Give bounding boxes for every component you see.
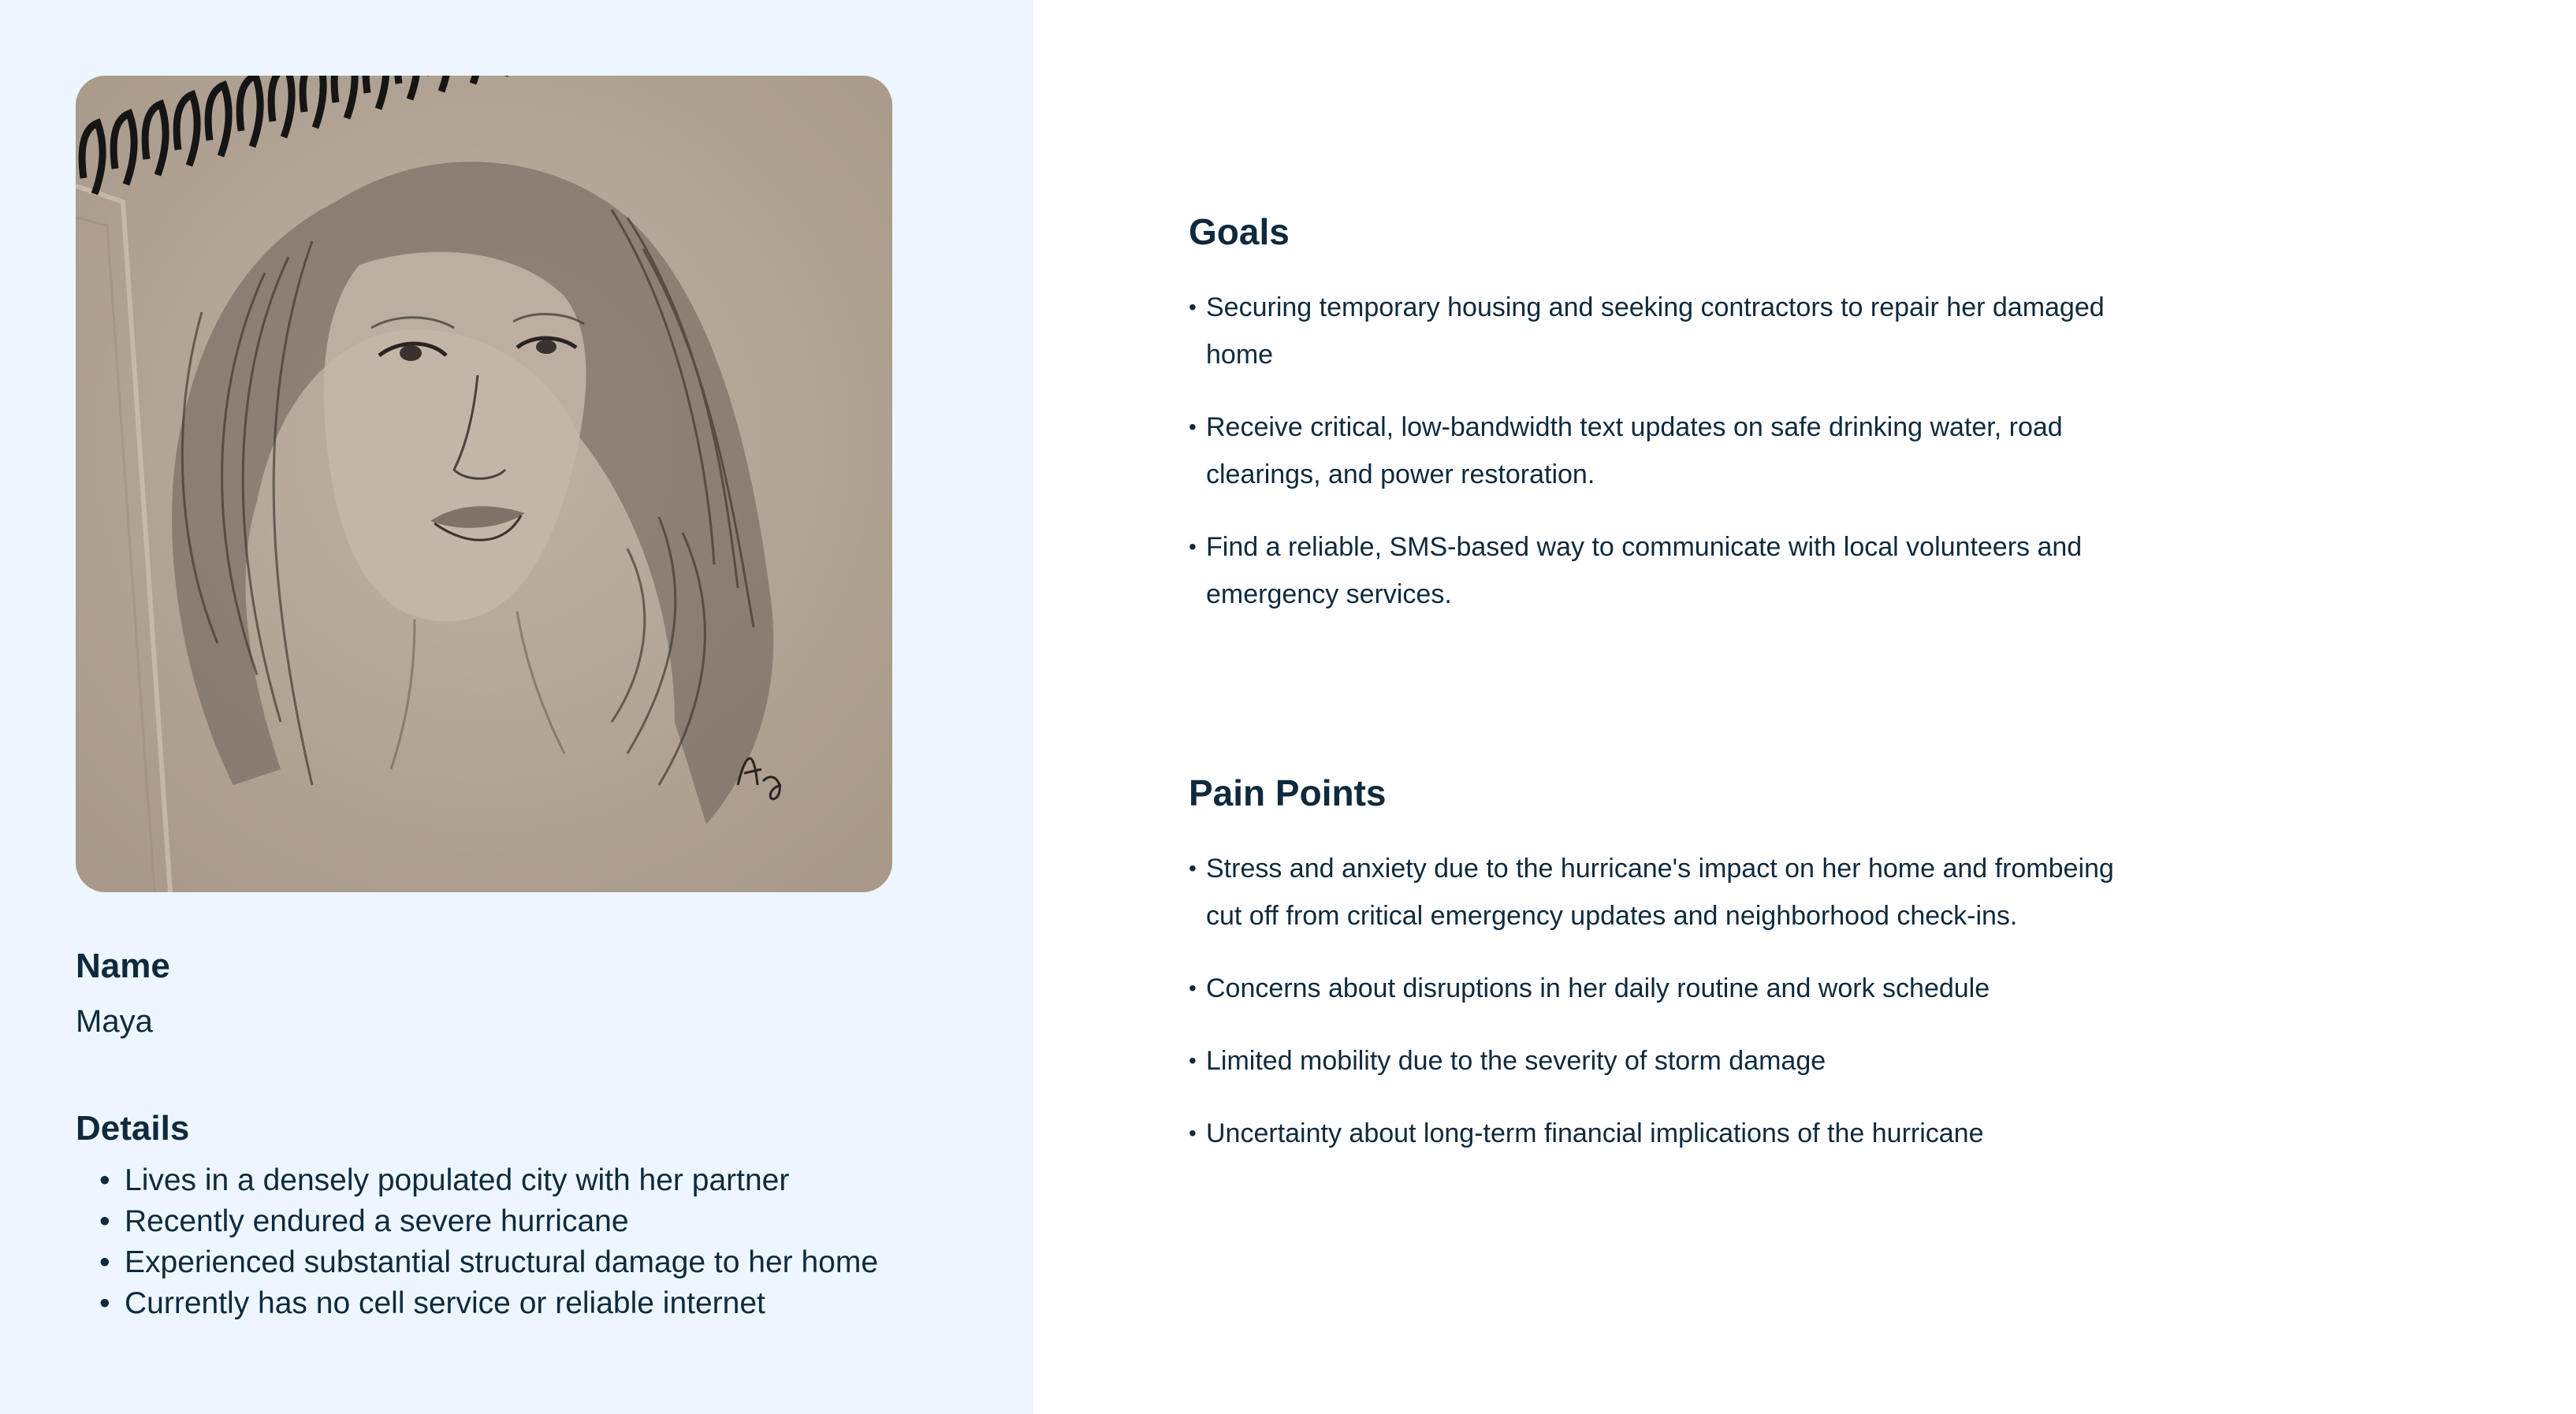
goals-title: Goals — [1189, 211, 1290, 252]
details-heading: Details — [76, 1109, 190, 1148]
details-item: • Experienced substantial structural damage to her home — [76, 1242, 1006, 1283]
goal-item: • Receive critical, low-bandwidth text updates on safe drinking water, road clearings, and power restoration. — [1189, 404, 2142, 498]
goal-item: • Securing temporary housing and seeking contractors to repair her damaged home — [1189, 284, 2142, 378]
details-item: • Recently endured a severe hurricane — [76, 1201, 1006, 1242]
pain-points-title: Pain Points — [1189, 772, 1387, 813]
details-item: • Lives in a densely populated city with her partner — [76, 1160, 1006, 1201]
pain-point-item: • Limited mobility due to the severity of storm damage — [1189, 1037, 2142, 1085]
pain-point-item: • Uncertainty about long-term financial implications of the hurricane — [1189, 1110, 2142, 1157]
pain-points-section — [1189, 763, 2142, 1182]
pain-point-item: • Concerns about disruptions in her daily routine and work schedule — [1189, 965, 2142, 1012]
details-list — [76, 1160, 1006, 1324]
details-item: • Currently has no cell service or reliable internet — [76, 1283, 1006, 1324]
pain-points-list — [1189, 845, 2142, 1157]
pain-point-item: • Stress and anxiety due to the hurricane's impact on her home and frombeing cut off from critical emergency updates and neighborhood check-ins. — [1189, 845, 2142, 940]
name-heading: Name — [76, 947, 170, 985]
persona-portrait-sketch — [76, 76, 892, 892]
goals-list — [1189, 284, 2142, 618]
goal-item: • Find a reliable, SMS-based way to communicate with local volunteers and emergency services. — [1189, 523, 2142, 618]
goals-section — [1189, 202, 2142, 643]
persona-sidebar — [0, 0, 1033, 1414]
persona-name: Maya — [76, 1004, 153, 1039]
